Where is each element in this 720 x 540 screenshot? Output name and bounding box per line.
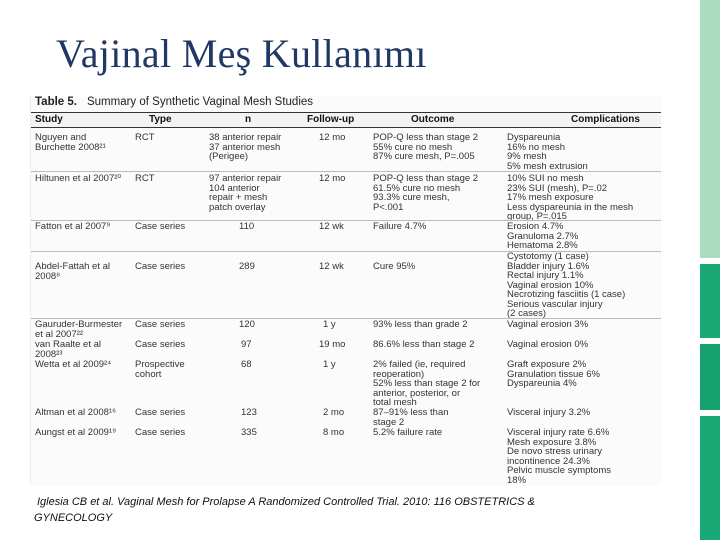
row-7-study: Wetta et al 2009²⁴ <box>35 359 112 370</box>
table-caption-label: Table 5. <box>35 96 77 108</box>
row-6-outcome: 86.6% less than stage 2 <box>373 339 475 350</box>
row-2-outcome: POP-Q less than stage 2 61.5% cure no mesh 93.3% cure mesh, P<.001 <box>373 173 479 213</box>
row-1-type: RCT <box>135 132 155 143</box>
row-8-study: Altman et al 2008¹⁶ <box>35 407 117 418</box>
header-type: Type <box>149 114 172 125</box>
row-2-type: RCT <box>135 173 155 184</box>
row-3-follow-up: 12 wk <box>319 221 344 232</box>
row-3-complications: Erosion 4.7% Granuloma 2.7% Hematoma 2.8% <box>507 221 579 251</box>
row-7-outcome: 2% failed (ie, required reoperation) 52% less than stage 2 for anterior, posterior, or total mesh <box>373 359 481 408</box>
row-9-n: 335 <box>241 427 257 438</box>
citation-line-2: GYNECOLOGY <box>34 512 113 524</box>
row-9-type: Case series <box>135 427 186 438</box>
row-4-type: Case series <box>135 261 186 272</box>
accent-strip-green <box>700 416 720 540</box>
row-6-follow-up: 19 mo <box>319 339 346 350</box>
row-9-study: Aungst et al 2009¹⁹ <box>35 427 117 438</box>
row-1-outcome: POP-Q less than stage 2 55% cure no mesh 87% cure mesh, P=.005 <box>373 132 479 162</box>
row-1-follow-up: 12 mo <box>319 132 346 143</box>
header-n: n <box>245 114 252 125</box>
table-caption <box>35 96 313 108</box>
row-divider <box>31 171 661 172</box>
header-outcome: Outcome <box>411 114 455 125</box>
row-5-n: 120 <box>239 319 255 330</box>
row-8-outcome: 87–91% less than stage 2 <box>373 407 449 428</box>
header-study: Study <box>35 114 63 125</box>
row-7-complications: Graft exposure 2% Granulation tissue 6% Dyspareunia 4% <box>507 359 600 389</box>
row-5-study: Gauruder-Burmester et al 2007²² <box>35 319 123 340</box>
row-3-study: Fatton et al 2007⁹ <box>35 221 111 232</box>
row-2-follow-up: 12 mo <box>319 173 346 184</box>
row-2-study: Hiltunen et al 2007²⁰ <box>35 173 122 184</box>
row-5-outcome: 93% less than grade 2 <box>373 319 468 330</box>
row-7-n: 68 <box>241 359 252 370</box>
row-6-study: van Raalte et al 2008²³ <box>35 339 102 360</box>
row-5-follow-up: 1 y <box>323 319 336 330</box>
row-4-study: Abdel-Fattah et al 2008⁸ <box>35 261 110 282</box>
row-9-complications: Visceral injury rate 6.6% Mesh exposure 3.8% De novo stress urinary incontinence 24.3% Pelvic muscle symptoms 18% <box>507 427 611 486</box>
row-6-type: Case series <box>135 339 186 350</box>
accent-strip-green <box>700 264 720 338</box>
row-8-n: 123 <box>241 407 257 418</box>
table-header <box>31 112 661 128</box>
row-7-follow-up: 1 y <box>323 359 336 370</box>
row-8-follow-up: 2 mo <box>323 407 345 418</box>
row-2-n: 97 anterior repair 104 anterior repair + mesh patch overlay <box>209 173 282 213</box>
mesh-studies-table <box>30 96 661 486</box>
accent-strip-green <box>700 344 720 410</box>
row-1-study: Nguyen and Burchette 2008²¹ <box>35 132 106 153</box>
row-9-outcome: 5.2% failure rate <box>373 427 443 438</box>
accent-strip-light <box>700 0 720 258</box>
citation <box>34 494 634 526</box>
row-divider <box>31 220 661 221</box>
row-7-type: Prospective cohort <box>135 359 185 380</box>
row-4-outcome: Cure 95% <box>373 261 416 272</box>
row-4-follow-up: 12 wk <box>319 261 344 272</box>
row-2-complications: 10% SUI no mesh 23% SUI (mesh), P=.02 17% mesh exposure Less dyspareunia in the mesh group, P=.015 <box>507 173 634 222</box>
row-9-follow-up: 8 mo <box>323 427 345 438</box>
row-8-type: Case series <box>135 407 186 418</box>
row-3-outcome: Failure 4.7% <box>373 221 427 232</box>
row-1-complications: Dyspareunia 16% no mesh 9% mesh 5% mesh extrusion <box>507 132 588 172</box>
row-5-complications: Vaginal erosion 3% <box>507 319 589 330</box>
slide-title: Vajinal Meş Kullanımı <box>56 31 427 76</box>
row-1-n: 38 anterior repair 37 anterior mesh (Perigee) <box>209 132 282 162</box>
row-6-n: 97 <box>241 339 252 350</box>
header-complications: Complications <box>571 114 640 125</box>
row-5-type: Case series <box>135 319 186 330</box>
header-follow-up: Follow-up <box>307 114 355 125</box>
row-3-n: 110 <box>239 221 255 232</box>
row-4-n: 289 <box>239 261 255 272</box>
row-6-complications: Vaginal erosion 0% <box>507 339 589 350</box>
citation-line-1: Iglesia CB et al. Vaginal Mesh for Prolapse A Randomized Controlled Trial. 2010: 116 OBSTETRICS & <box>37 496 535 508</box>
row-4-complications: Cystotomy (1 case) Bladder injury 1.6% Rectal injury 1.1% Vaginal erosion 10% Necrotizing fasciitis (1 case) Serious vascular injury (2 cases) <box>507 251 626 319</box>
table-caption-text: Summary of Synthetic Vaginal Mesh Studies <box>86 96 314 108</box>
row-8-complications: Visceral injury 3.2% <box>507 407 591 418</box>
row-3-type: Case series <box>135 221 186 232</box>
